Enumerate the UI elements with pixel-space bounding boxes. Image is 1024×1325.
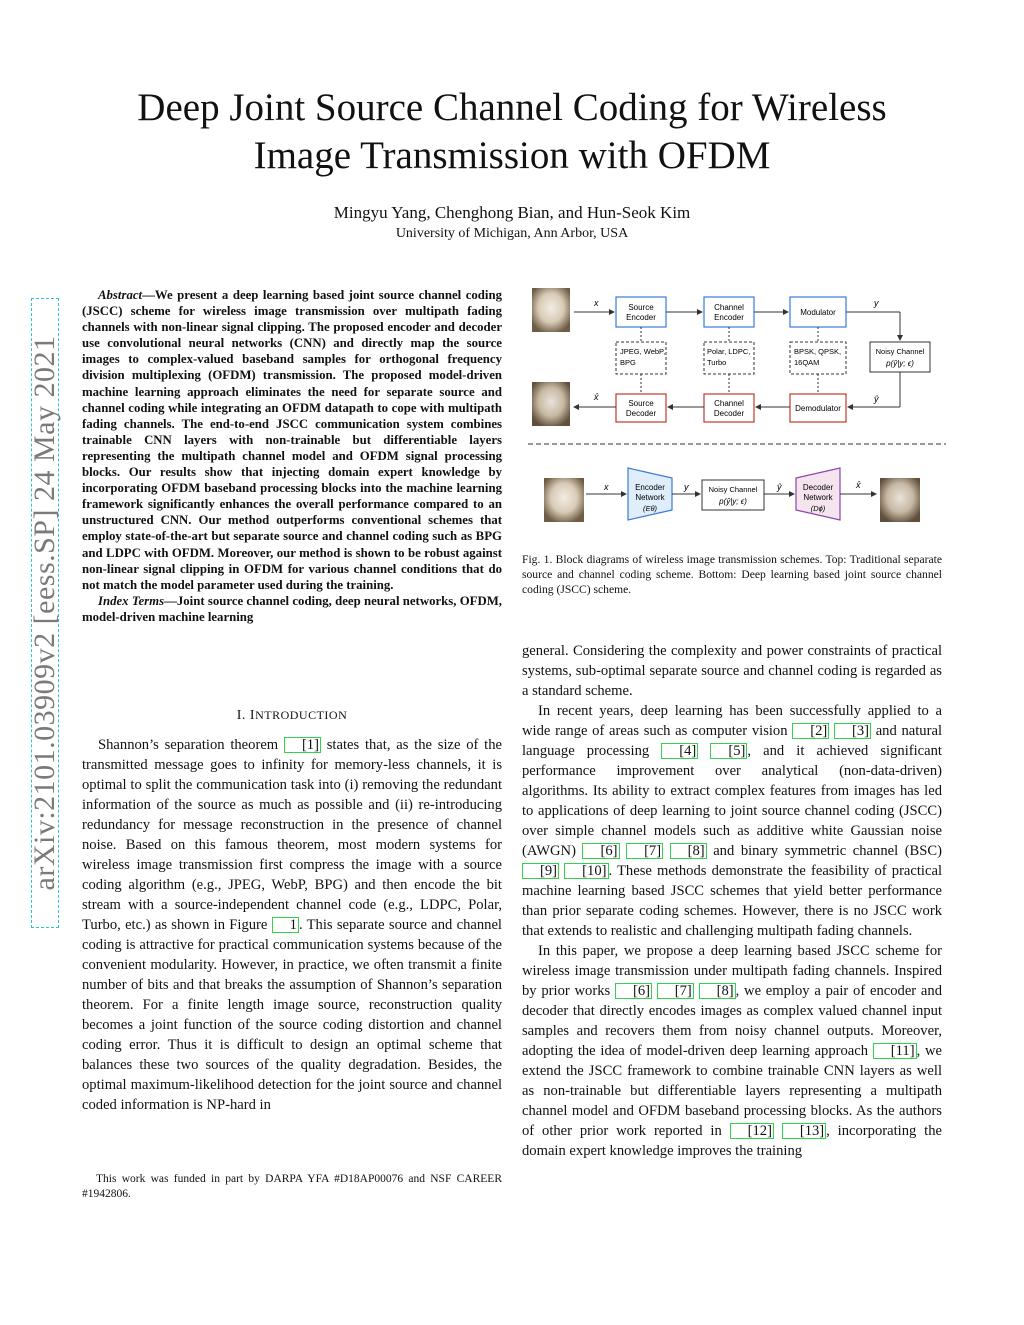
source-encoder-l2: Encoder bbox=[626, 313, 656, 322]
arxiv-stamp[interactable]: arXiv:2101.03909v2 [eess.SP] 24 May 2021 bbox=[28, 335, 61, 891]
output-image bbox=[532, 382, 570, 426]
encoder-network-l3: (Eθ) bbox=[642, 504, 658, 513]
section-heading-introduction bbox=[82, 708, 502, 724]
text-run: In recent years, deep learning has been successfully applied to a wide range of areas such as computer vision bbox=[522, 703, 942, 739]
citation-link[interactable]: [5] bbox=[710, 743, 747, 759]
abstract-text: —We present a deep learning based joint source channel coding (JSCC) scheme for wireless image transmission over multipath fading channels with non-linear signal clipping. The proposed encoder and decoder use convolutional neural networks (CNN) and directly map the source images to complex-valued baseband samples for orthogonal frequency division multiplexing (OFDM) transmission. The proposed model-driven machine learning approach eliminates the need for separate source and channel coding while integrating an OFDM datapath to cope with multipath fading channels. The end-to-end JSCC communication system combines trainable CNN layers with non-trainable but differentiable layers representing the multipath channel model and OFDM signal processing blocks. Our results show that injecting domain expert knowledge by incorporating OFDM baseband processing blocks into the machine learning framework significantly enhances the overall performance compared to an unstructured CNN. Our method outperforms conventional schemes that employ state-of-the-art but separate source and channel coding such as BPG and LDPC with OFDM. Moreover, our method is shown to be robust against non-linear signal clipping in OFDM for various channel conditions that do not match the model parameter used during the training. bbox=[82, 288, 502, 592]
channel-options-l1: Polar, LDPC, bbox=[707, 347, 751, 356]
section-title-rest: NTRODUCTION bbox=[255, 708, 348, 722]
text-run: , we extend the JSCC framework to combine trainable CNN layers as well as non-trainable but differentiable layers representing a multipath channel model and OFDM baseband processing blocks. As the authors of other prior work reported in bbox=[522, 1043, 942, 1139]
demodulator-label: Demodulator bbox=[795, 404, 841, 413]
modulator-label: Modulator bbox=[800, 308, 836, 317]
citation-link[interactable]: [10] bbox=[564, 863, 608, 879]
source-decoder-l2: Decoder bbox=[625, 409, 657, 418]
footnote-text: This work was funded in part by DARPA YFA #D18AP00076 and NSF CAREER #1942806. bbox=[82, 1173, 502, 1200]
citation-link[interactable]: [6] bbox=[615, 983, 652, 999]
citation-link[interactable]: [3] bbox=[834, 723, 871, 739]
abstract-label: Abstract bbox=[98, 288, 143, 302]
right-paragraph-2 bbox=[522, 701, 942, 941]
channel-encoder-box bbox=[704, 297, 754, 327]
jscc-label-x: x bbox=[604, 482, 609, 492]
index-terms-label: Index Terms bbox=[98, 593, 165, 608]
decoder-network-l3: (Dϕ) bbox=[810, 504, 826, 513]
channel-options-l2: Turbo bbox=[707, 358, 727, 367]
citation-link[interactable]: [8] bbox=[699, 983, 736, 999]
citation-link[interactable]: [1] bbox=[284, 737, 321, 753]
citation-link[interactable]: [2] bbox=[792, 723, 829, 739]
source-encoder-box bbox=[616, 297, 666, 327]
channel-encoder-l1: Channel bbox=[714, 303, 744, 312]
label-y-hat: ŷ bbox=[874, 394, 879, 404]
text-run: states that, as the size of the transmitted message goes to infinity for memory-less channels, it is optimal to split the communication task into (i) removing the redundant information of the source as much as possible and (ii) re-introducing redundancy for message reconstruction in the presence of channel noise. Based on this famous theorem, most modern systems for wireless image transmission first compress the image with a source coding algorithm (e.g., JPEG, WebP, BPG) and then encode the bit stream with a source-independent channel code (e.g., LDPC, Polar, Turbo, etc.) as shown in Figure bbox=[82, 737, 503, 933]
right-column-body bbox=[522, 641, 942, 1161]
text-run: Shannon’s separation theorem bbox=[98, 737, 284, 753]
intro-paragraph bbox=[82, 735, 502, 1115]
text-run: . These methods demonstrate the feasibility of practical machine learning based JSCC schemes that yield better performance than prior separate coding schemes. However, there is no JSCC work that extends to realistic and challenging multipath fading channels. bbox=[522, 863, 942, 939]
source-encoder-l1: Source bbox=[628, 303, 654, 312]
abstract bbox=[82, 287, 502, 625]
jscc-label-y: y bbox=[684, 482, 689, 492]
figure-link[interactable]: 1 bbox=[272, 917, 299, 933]
decoder-network-l2: Network bbox=[803, 493, 833, 502]
jscc-noisy-formula: p(ŷ|y; ϵ) bbox=[719, 497, 747, 506]
jscc-input-image bbox=[544, 478, 584, 522]
citation-link[interactable]: [8] bbox=[670, 843, 707, 859]
label-y: y bbox=[874, 298, 879, 308]
decoder-network-l1: Decoder bbox=[802, 483, 834, 492]
source-options-l2: BPG bbox=[620, 358, 636, 367]
text-run: , we employ a pair of encoder and decoder that directly encodes images as complex valued channel input samples and recovers them from noisy channel outputs. Moreover, adopting the idea of model-driven deep learning approach bbox=[522, 983, 943, 1059]
citation-link[interactable]: [6] bbox=[582, 843, 619, 859]
jscc-label-y-hat: ŷ bbox=[777, 482, 782, 492]
index-terms-text: —Joint source channel coding, deep neural networks, OFDM, model-driven machine learning bbox=[82, 593, 502, 624]
source-decoder-l1: Source bbox=[628, 399, 654, 408]
text-run: and natural language processing bbox=[522, 723, 942, 759]
jscc-label-x-hat: x̂ bbox=[856, 480, 861, 490]
citation-link[interactable]: [7] bbox=[657, 983, 694, 999]
channel-decoder-l2: Decoder bbox=[713, 409, 745, 418]
source-options-l1: JPEG, WebP, bbox=[620, 347, 666, 356]
section-number: I. bbox=[236, 708, 250, 723]
paper-title bbox=[0, 84, 1024, 180]
text-run: , and it achieved significant performance improvement over analytical (non-data-driven) algorithms. Its ability to extract complex features from images has led to applications of deep learning to joint source channel coding (JSCC) over simple channel models such as additive white Gaussian noise (AWGN) bbox=[522, 743, 942, 859]
input-image bbox=[532, 288, 570, 332]
label-x: x bbox=[594, 298, 599, 308]
affiliation: University of Michigan, Ann Arbor, USA bbox=[395, 226, 629, 241]
author-list: Mingyu Yang, Chenghong Bian, and Hun-Seok Kim bbox=[333, 203, 691, 222]
modulation-options-l1: BPSK, QPSK, bbox=[794, 347, 842, 356]
citation-link[interactable]: [11] bbox=[873, 1043, 917, 1059]
citation-link[interactable]: [13] bbox=[782, 1123, 826, 1139]
label-x-hat: x̂ bbox=[594, 392, 599, 402]
citation-link[interactable]: [12] bbox=[730, 1123, 774, 1139]
jscc-noisy-label: Noisy Channel bbox=[708, 485, 758, 494]
left-column-body bbox=[82, 735, 502, 1115]
text-run: and binary symmetric channel (BSC) bbox=[706, 843, 942, 859]
footnote bbox=[82, 1172, 502, 1202]
jscc-output-image bbox=[880, 478, 920, 522]
right-paragraph-1: general. Considering the complexity and power constraints of practical systems, sub-optimal separate source and channel coding is regarded as a standard scheme. bbox=[522, 643, 942, 699]
right-paragraph-3 bbox=[522, 941, 942, 1161]
title-line-1: Deep Joint Source Channel Coding for Wireless bbox=[137, 86, 887, 129]
text-run: , incorporating the domain expert knowledge improves the training bbox=[522, 1123, 942, 1159]
citation-link[interactable]: [7] bbox=[626, 843, 663, 859]
encoder-network-l2: Network bbox=[635, 493, 665, 502]
noisy-channel-label: Noisy Channel bbox=[875, 347, 925, 356]
text-run: . This separate source and channel coding is attractive for practical communication systems because of the convenient modularity. However, in practice, we often transmit a finite number of bits and that breaks the assumption of Shannon’s separation theorem. For a finite length image source, reconstruction quality becomes a joint function of the source coding distortion and channel coding error. Thus it is difficult to design an optimal scheme that balances these two sources of the quality degradation. Besides, the optimal maximum-likelihood detection for the joint source and channel coded information is NP-hard in bbox=[82, 917, 502, 1113]
citation-link[interactable]: [9] bbox=[522, 863, 559, 879]
modulation-options-l2: 16QAM bbox=[794, 358, 820, 367]
figure-block-diagram bbox=[522, 282, 952, 530]
figure-caption: Fig. 1. Block diagrams of wireless image transmission schemes. Top: Traditional separate source and channel coding scheme. Bottom: Deep learning based joint source channel coding (JSCC) scheme. bbox=[522, 553, 942, 596]
channel-decoder-l1: Channel bbox=[714, 399, 744, 408]
citation-link[interactable]: [4] bbox=[661, 743, 698, 759]
title-line-2: Image Transmission with OFDM bbox=[253, 134, 771, 177]
encoder-network-l1: Encoder bbox=[635, 483, 665, 492]
text-run: In this paper, we propose a deep learning based JSCC scheme for wireless image transmission under multipath fading channels. Inspired by prior works bbox=[522, 943, 942, 999]
channel-encoder-l2: Encoder bbox=[714, 313, 744, 322]
section-title-initial: I bbox=[249, 708, 256, 723]
noisy-channel-formula: p(ŷ|y; ϵ) bbox=[886, 359, 914, 368]
